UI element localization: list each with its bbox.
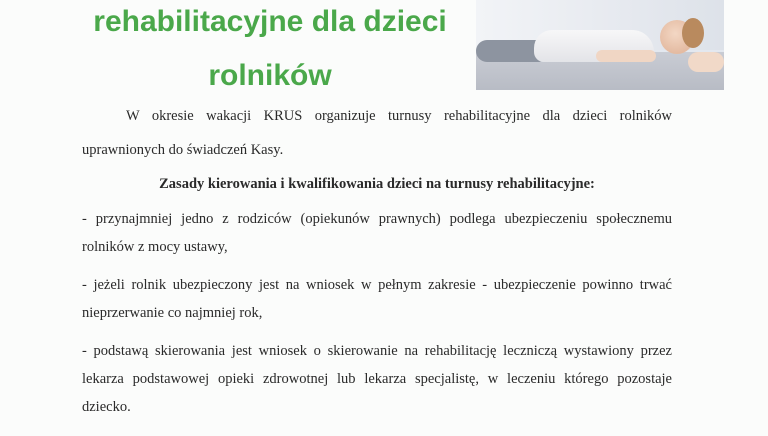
list-item bbox=[82, 271, 672, 327]
photo-arm bbox=[596, 50, 656, 62]
intro-line-1: W okresie wakacji KRUS organizuje turnusy rehabilitacyjne dla dzieci rolników bbox=[126, 108, 672, 124]
list-item-line: - jeżeli rolnik ubezpieczony jest na wniosek w pełnym zakresie - ubezpieczenie powinno trwać bbox=[82, 277, 672, 293]
intro-paragraph bbox=[82, 106, 672, 160]
title-line-1: rehabilitacyjne dla dzieci bbox=[93, 5, 447, 38]
list-item-line: - podstawą skierowania jest wniosek o skierowanie na rehabilitację leczniczą wystawiony przez bbox=[82, 343, 672, 359]
list-item-line: nieprzerwanie co najmniej rok, bbox=[82, 305, 263, 321]
list-item-line: rolników z mocy ustawy, bbox=[82, 239, 228, 255]
photo-hair bbox=[682, 18, 704, 48]
list-item-line: dziecko. bbox=[82, 399, 131, 415]
document-title bbox=[70, 0, 470, 99]
list-item-line: lekarza podstawowej opieki zdrowotnej lub lekarza specjalistę, w leczeniu którego pozostaje bbox=[82, 371, 672, 387]
list-item-line: - przynajmniej jedno z rodziców (opiekunów prawnych) podlega ubezpieczeniu społecznemu bbox=[82, 211, 672, 227]
list-item bbox=[82, 337, 672, 421]
title-line-2: rolników bbox=[208, 59, 332, 92]
intro-line-2: uprawnionych do świadczeń Kasy. bbox=[82, 142, 284, 158]
child-lying-photo bbox=[476, 0, 724, 90]
section-heading: Zasady kierowania i kwalifikowania dzieci na turnusy rehabilitacyjne: bbox=[159, 176, 595, 192]
list-item bbox=[82, 205, 672, 261]
photo-hand bbox=[688, 52, 724, 72]
